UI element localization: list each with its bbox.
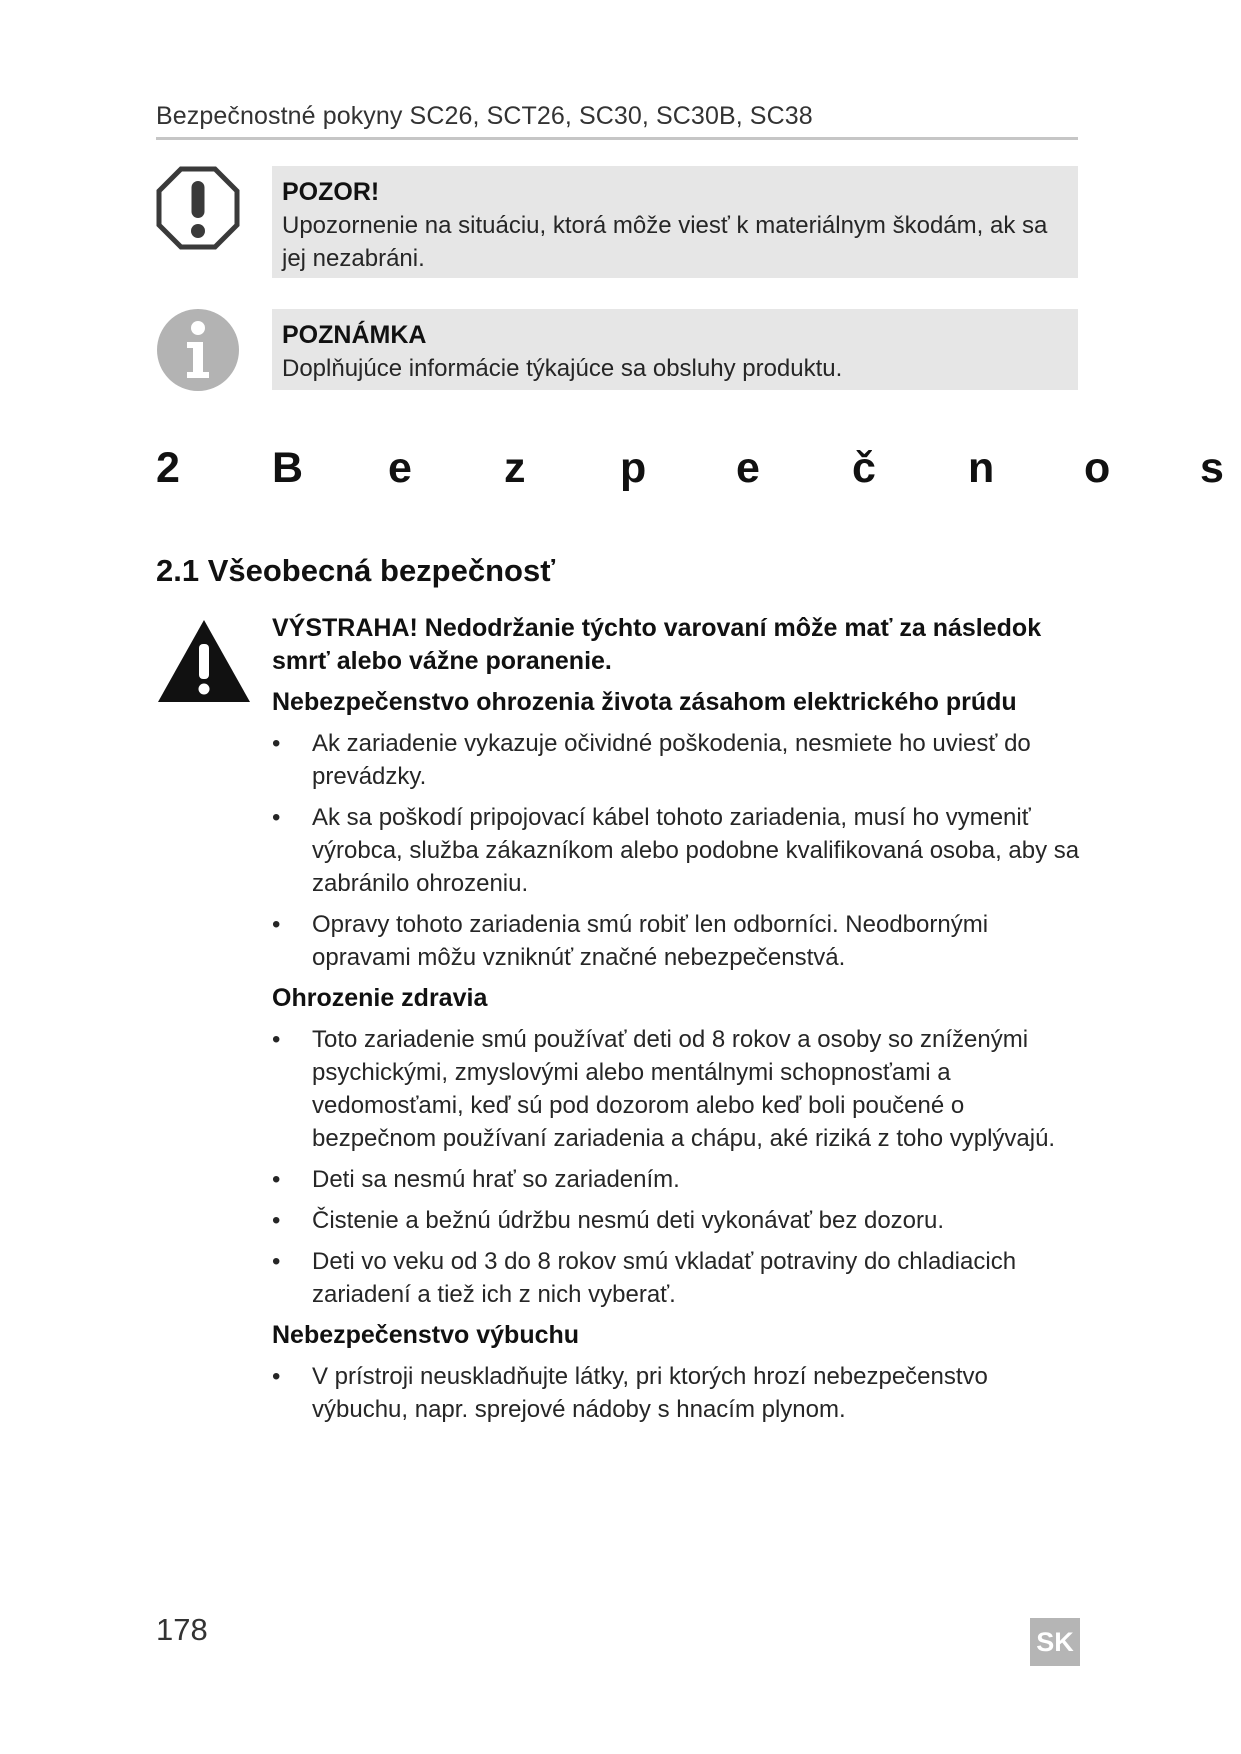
list-item: • Deti sa nesmú hrať so zariadením. <box>272 1163 1082 1196</box>
chapter-letter: e <box>388 444 412 492</box>
notice-text: Upozornenie na situáciu, ktorá môže viesť k materiálnym škodám, ak sa jej nezabráni. <box>282 212 1048 272</box>
info-notice <box>272 309 1078 390</box>
notice-text: Doplňujúce informácie týkajúce sa obsluhy produktu. <box>282 355 843 382</box>
subheading-explosion: Nebezpečenstvo výbuchu <box>272 1321 580 1349</box>
bullet: • <box>272 1166 281 1193</box>
safety-content <box>272 612 1082 1434</box>
chapter-letter: o <box>1084 444 1111 492</box>
notice-title: POZNÁMKA <box>282 321 427 349</box>
bullet: • <box>272 804 281 831</box>
list-item: • Opravy tohoto zariadenia smú robiť len odborníci. Neodbornými opravami môžu vzniknúť značné nebezpečenstvá. <box>272 908 1082 974</box>
bullet: • <box>272 1026 281 1053</box>
header-divider <box>156 137 1078 140</box>
chapter-letter: B <box>272 444 304 492</box>
chapter-letter: e <box>736 444 760 492</box>
exclamation-octagon-icon <box>156 166 240 255</box>
warning-heading: VÝSTRAHA! Nedodržanie týchto varovaní môže mať za následok smrť alebo vážne poranenie. <box>272 614 1042 675</box>
bullet: • <box>272 1363 281 1390</box>
chapter-heading <box>156 443 1241 493</box>
bullet: • <box>272 1207 281 1234</box>
chapter-letter: s <box>1200 444 1224 492</box>
page-number: 178 <box>156 1612 208 1647</box>
subheading-electric: Nebezpečenstvo ohrozenia života zásahom elektrického prúdu <box>272 688 1017 716</box>
running-header: Bezpečnostné pokyny SC26, SCT26, SC30, SC30B, SC38 <box>156 102 813 130</box>
info-circle-icon <box>156 308 240 397</box>
chapter-letter: č <box>852 444 876 492</box>
bullet: • <box>272 911 281 938</box>
section-title: 2.1 Všeobecná bezpečnosť <box>156 553 556 588</box>
list-item: • Ak sa poškodí pripojovací kábel tohoto zariadenia, musí ho vymeniť výrobca, služba zákazníkom alebo podobne kvalifikovaná osoba, aby sa zabránilo ohrozeniu. <box>272 801 1082 900</box>
list-item: • Deti vo veku od 3 do 8 rokov smú vkladať potraviny do chladiacich zariadení a tiež ich z nich vyberať. <box>272 1245 1082 1311</box>
bullet-list <box>272 1360 1082 1426</box>
bullet-list <box>272 727 1082 974</box>
list-item: • Toto zariadenie smú používať deti od 8 rokov a osoby so zníženými psychickými, zmyslovými alebo mentálnymi schopnosťami a vedomosťami, keď sú pod dozorom alebo keď boli poučené o bezpečnom používaní zariadenia a chápu, aké riziká z toho vyplývajú. <box>272 1023 1082 1155</box>
list-item: • Čistenie a bežnú údržbu nesmú deti vykonávať bez dozoru. <box>272 1204 1082 1237</box>
bullet-list <box>272 1023 1082 1311</box>
chapter-letter: z <box>504 444 526 492</box>
list-item: • Ak zariadenie vykazuje očividné poškodenia, nesmiete ho uviesť do prevádzky. <box>272 727 1082 793</box>
notice-title: POZOR! <box>282 178 380 206</box>
bullet: • <box>272 1248 281 1275</box>
list-item: • V prístroji neuskladňujte látky, pri ktorých hrozí nebezpečenstvo výbuchu, napr. sprejové nádoby s hnacím plynom. <box>272 1360 1082 1426</box>
subheading-health: Ohrozenie zdravia <box>272 984 488 1012</box>
caution-notice <box>272 166 1078 278</box>
chapter-letter: p <box>620 444 647 492</box>
language-badge: SK <box>1030 1618 1080 1666</box>
warning-triangle-icon <box>156 618 252 709</box>
bullet: • <box>272 730 281 757</box>
chapter-number: 2 <box>156 444 180 492</box>
chapter-letter: n <box>968 444 995 492</box>
